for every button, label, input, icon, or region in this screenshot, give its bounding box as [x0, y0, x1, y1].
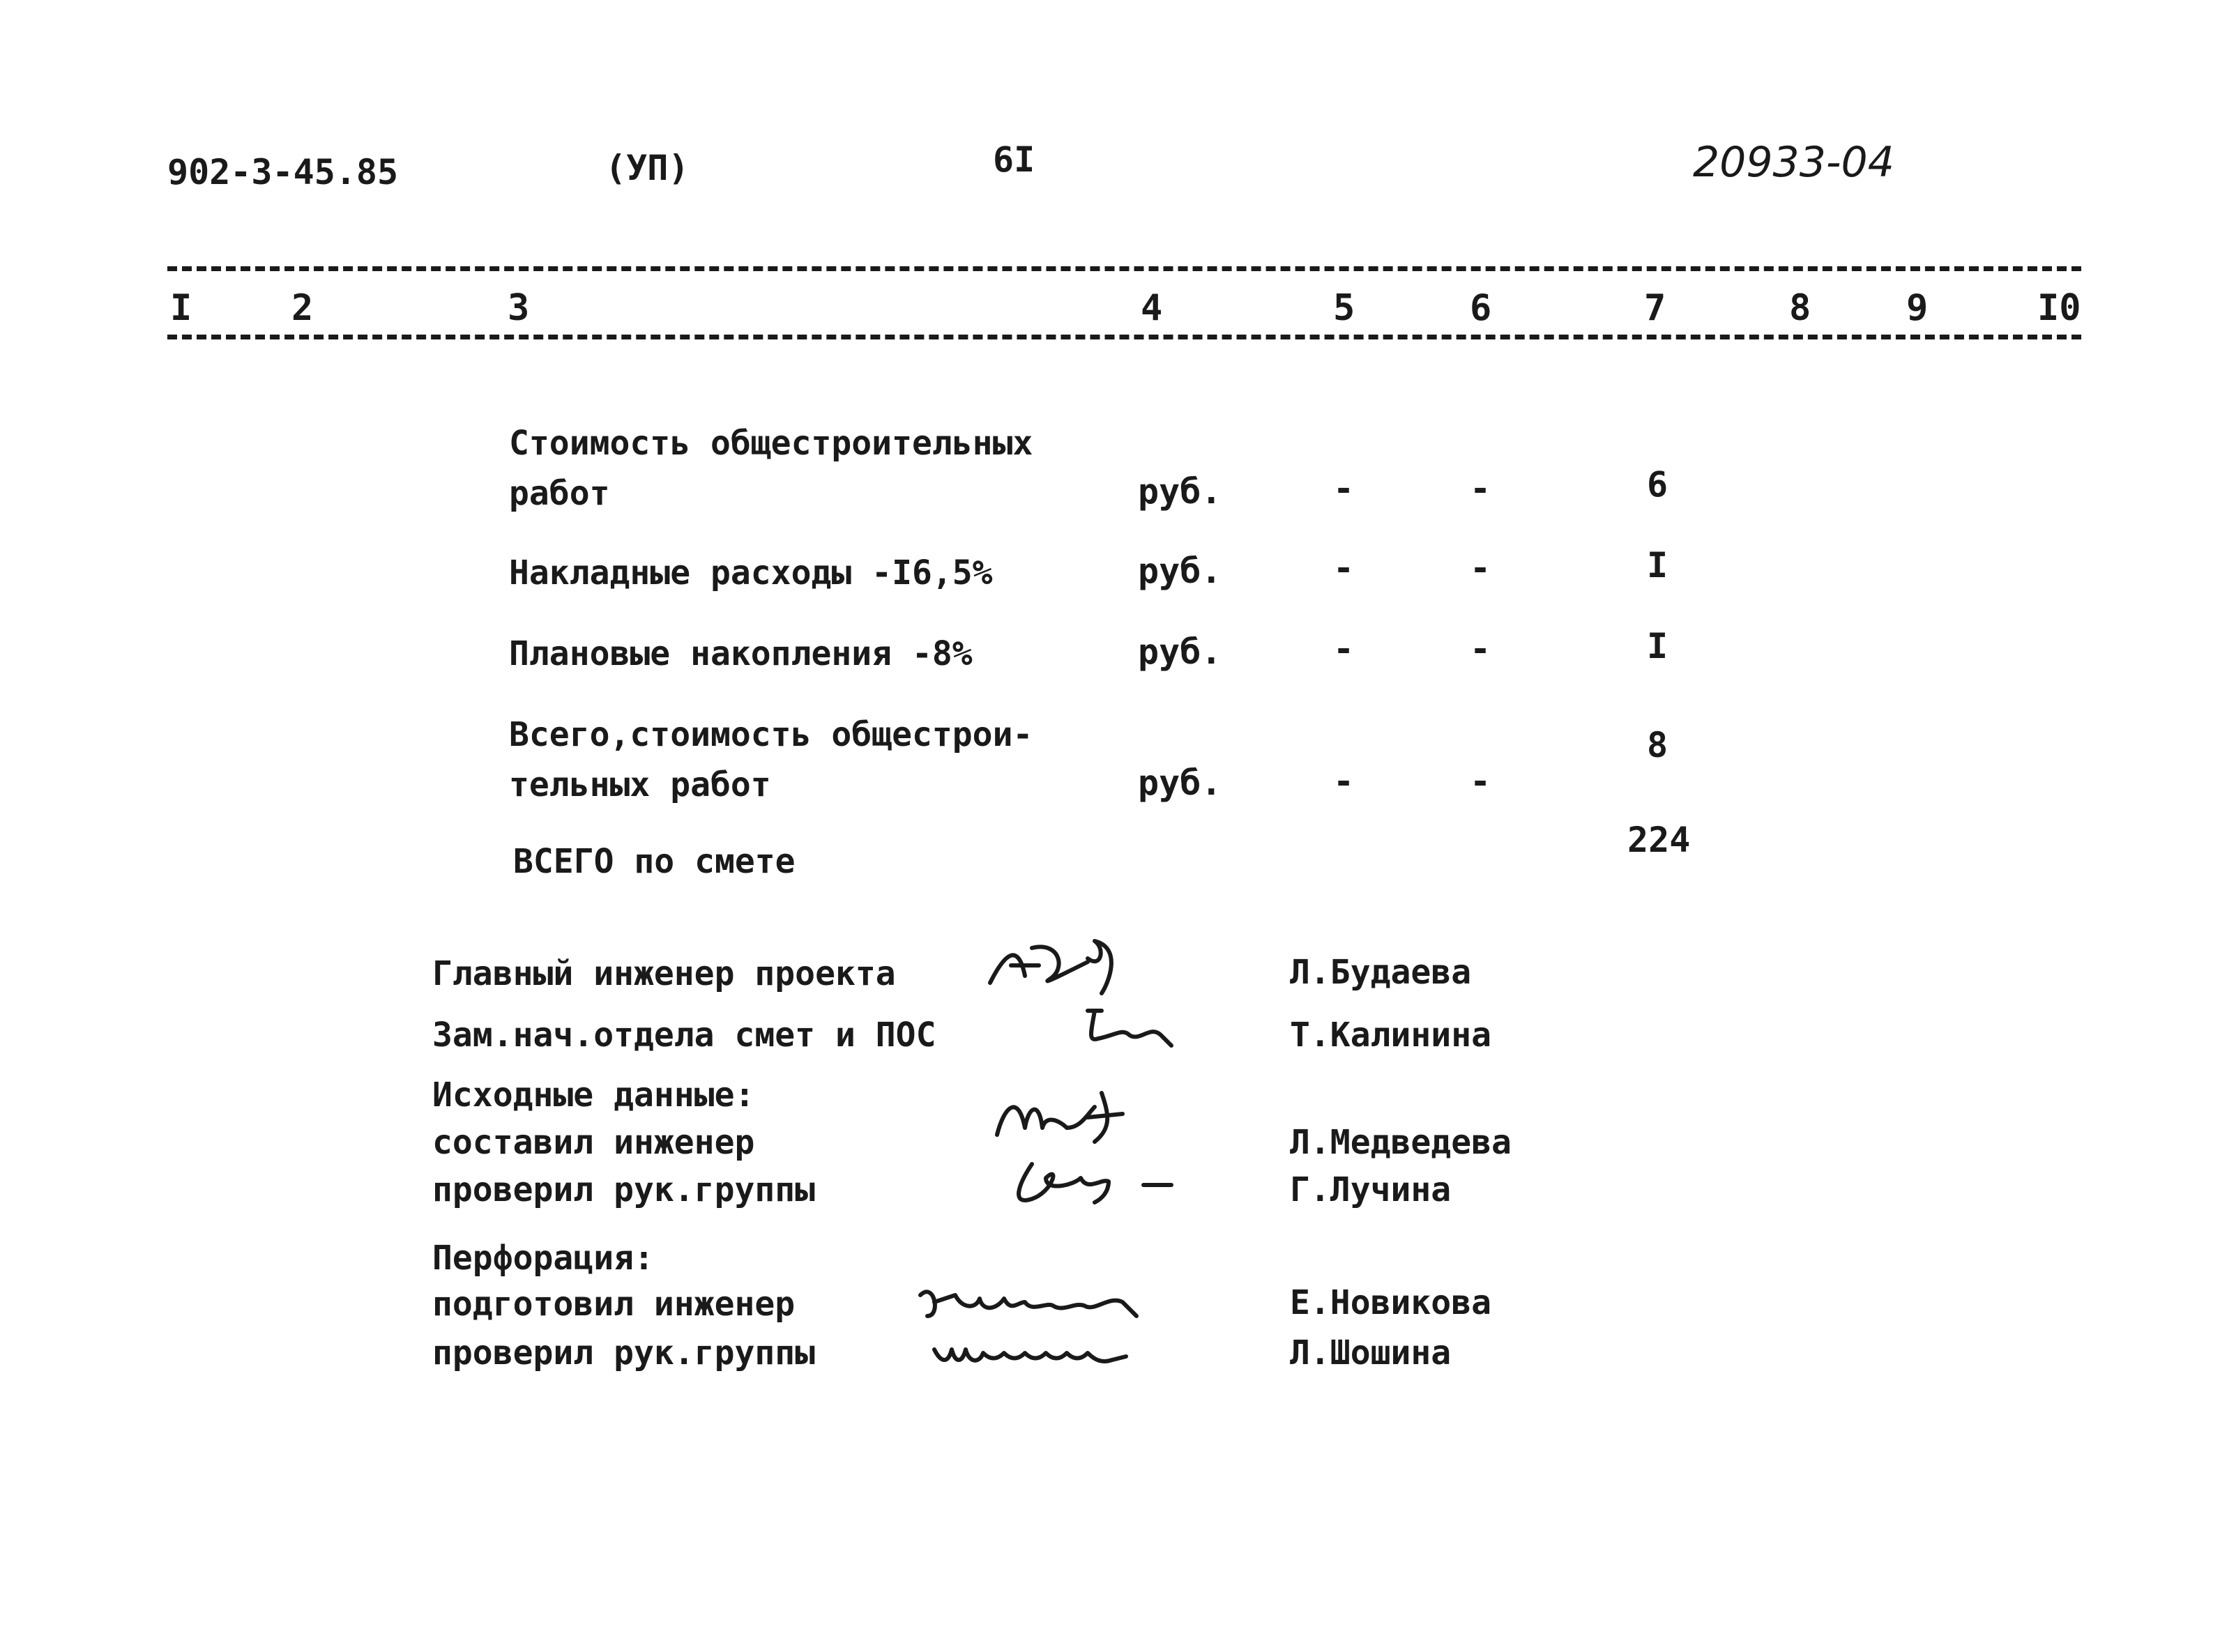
chief-engineer-signature — [983, 927, 1143, 1004]
row-4-unit: руб. — [1138, 763, 1222, 803]
perf-prepared-name: Е.Новикова — [1290, 1283, 1491, 1322]
sheet-code: 20933-04 — [1693, 138, 1894, 187]
row-2-col5: - — [1333, 548, 1355, 588]
perforation-title: Перфорация: — [432, 1239, 654, 1278]
source-data-title: Исходные данные: — [432, 1076, 755, 1115]
document-code: 902-3-45.85 — [167, 152, 399, 192]
row-1-name-line-2: работ — [509, 474, 610, 513]
row-3-col5: - — [1333, 629, 1355, 669]
perf-checked-role: проверил рук.группы — [432, 1333, 816, 1372]
column-header-3: 3 — [508, 287, 530, 329]
source-compiled-name: Л.Медведева — [1290, 1123, 1512, 1162]
row-4-name-line-2: тельных работ — [509, 765, 771, 804]
total-label: ВСЕГО по смете — [513, 842, 796, 881]
perf-prepared-role: подготовил инженер — [432, 1285, 796, 1324]
table-header-rule — [167, 335, 2081, 339]
row-1-col5: - — [1333, 468, 1355, 509]
deputy-head-role: Зам.нач.отдела смет и ПОС — [432, 1016, 936, 1055]
column-header-10: I0 — [2037, 287, 2081, 329]
column-header-8: 8 — [1789, 287, 1811, 329]
row-3-col7: I — [1647, 626, 1668, 666]
perf-checked-signature — [927, 1329, 1136, 1370]
perf-checked-name: Л.Шошина — [1290, 1333, 1452, 1372]
perf-prepared-signature — [913, 1274, 1150, 1330]
row-2-unit: руб. — [1138, 551, 1222, 591]
column-header-7: 7 — [1644, 287, 1666, 329]
column-header-9: 9 — [1906, 287, 1929, 329]
table-top-rule — [167, 266, 2081, 271]
source-compiled-role: составил инженер — [432, 1123, 755, 1162]
column-header-1: I — [170, 287, 192, 329]
total-value: 224 — [1627, 820, 1691, 860]
source-checked-name: Г.Лучина — [1290, 1170, 1452, 1209]
row-4-col7: 8 — [1647, 725, 1668, 765]
row-3-unit: руб. — [1138, 632, 1222, 672]
page-number: 6I — [993, 139, 1035, 180]
row-2-name: Накладные расходы -I6,5% — [509, 553, 993, 592]
row-1-unit: руб. — [1138, 471, 1222, 512]
column-header-4: 4 — [1141, 287, 1163, 329]
deputy-head-signature — [1074, 997, 1185, 1060]
source-checked-role: проверил рук.группы — [432, 1170, 816, 1209]
source-checked-signature — [1004, 1150, 1185, 1220]
row-1-col6: - — [1470, 468, 1491, 509]
column-header-6: 6 — [1470, 287, 1492, 329]
row-2-col6: - — [1470, 548, 1491, 588]
column-header-5: 5 — [1333, 287, 1355, 329]
row-4-col5: - — [1333, 761, 1355, 802]
source-compiled-signature — [990, 1079, 1157, 1156]
row-3-col6: - — [1470, 629, 1491, 669]
album-code: (УП) — [605, 148, 690, 188]
deputy-head-name: Т.Калинина — [1290, 1016, 1491, 1055]
row-1-name-line-1: Стоимость общестроительных — [509, 424, 1033, 463]
row-3-name: Плановые накопления -8% — [509, 634, 973, 673]
row-4-col6: - — [1470, 761, 1491, 802]
chief-engineer-name: Л.Будаева — [1290, 953, 1472, 992]
row-2-col7: I — [1647, 545, 1668, 586]
column-header-2: 2 — [291, 287, 314, 329]
row-1-col7: 6 — [1647, 464, 1668, 505]
row-4-name-line-1: Всего,стоимость общестрои- — [509, 715, 1033, 754]
chief-engineer-role: Главный инженер проекта — [432, 954, 896, 993]
